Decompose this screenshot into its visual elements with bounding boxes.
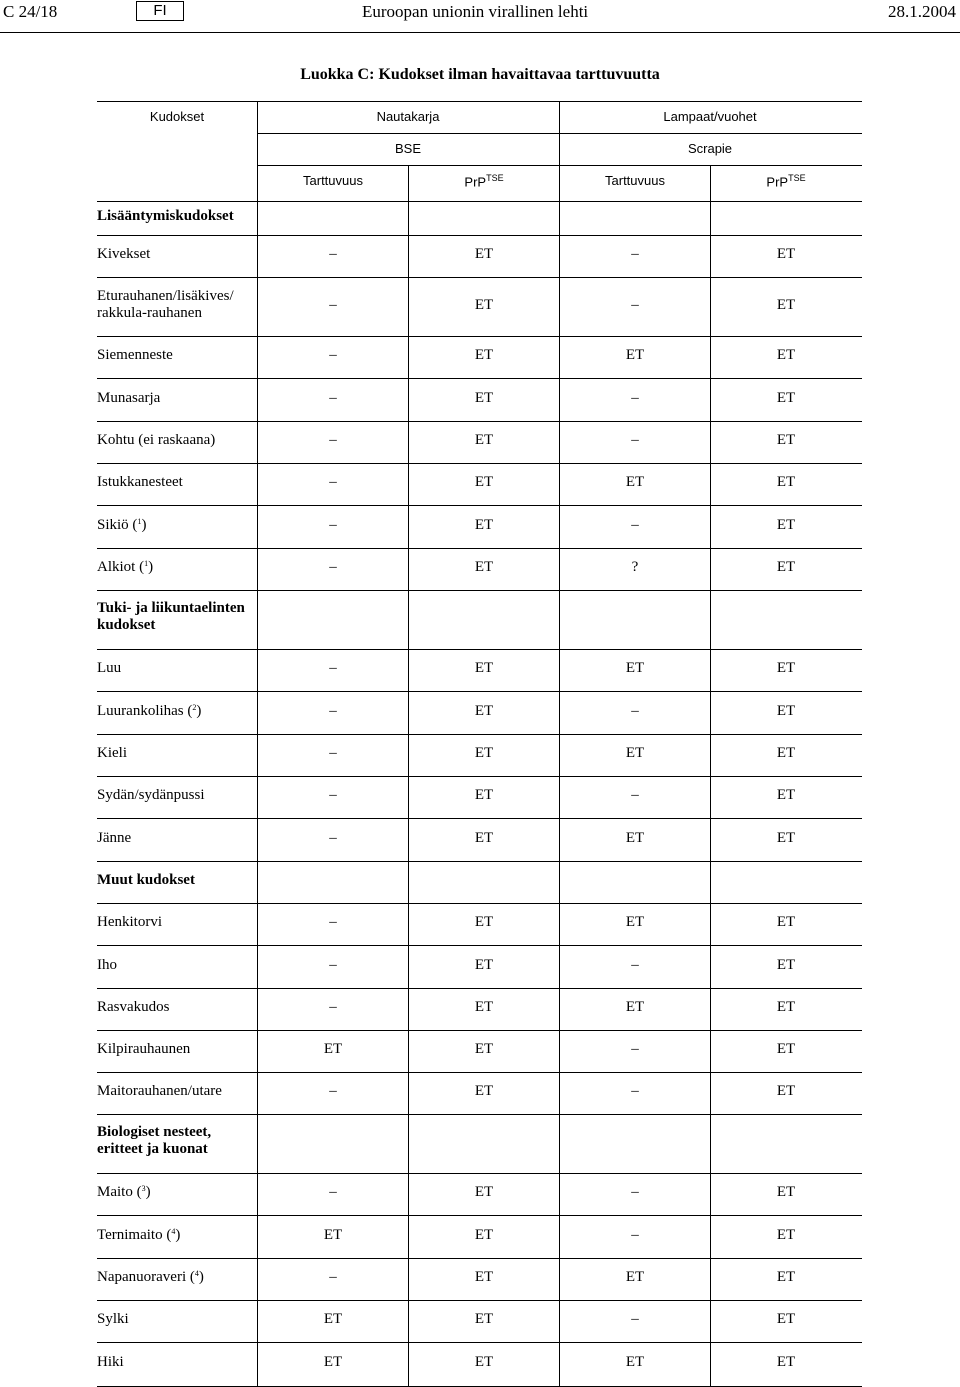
publication-date: 28.1.2004 bbox=[888, 2, 956, 21]
journal-name: Euroopan unionin virallinen lehti bbox=[362, 2, 589, 21]
tissue-label: Ternimaito ($^4$) bbox=[97, 1226, 181, 1243]
value-et: ET bbox=[474, 660, 494, 676]
tissue-label: Munasarja bbox=[97, 389, 161, 406]
value-et: ET bbox=[474, 347, 494, 363]
value-et: ET bbox=[776, 1311, 796, 1327]
row-rule bbox=[97, 1215, 862, 1216]
value-dash: – bbox=[631, 787, 639, 803]
tissue-label: Luurankolihas ($^2$) bbox=[97, 702, 202, 719]
value-unknown: ? bbox=[631, 559, 639, 575]
value-dash: – bbox=[329, 474, 337, 490]
value-et: ET bbox=[776, 389, 796, 406]
value-et: ET bbox=[474, 559, 494, 575]
value-dash: – bbox=[329, 296, 337, 313]
value-et: ET bbox=[776, 1269, 796, 1285]
row-rule bbox=[97, 1173, 862, 1174]
value-dash: – bbox=[329, 1184, 337, 1200]
column-header-bse: BSE bbox=[394, 141, 422, 156]
value-dash: – bbox=[329, 389, 337, 406]
value-dash: – bbox=[631, 516, 639, 533]
row-rule bbox=[97, 201, 862, 202]
tissue-label: Sydän/sydänpussi bbox=[97, 787, 205, 803]
row-rule bbox=[97, 861, 862, 862]
value-et: ET bbox=[776, 702, 796, 719]
tissue-label: Sylki bbox=[97, 1311, 129, 1327]
tissue-label: Eturauhanen/lisäkives/ bbox=[97, 287, 234, 304]
value-et: ET bbox=[474, 956, 494, 973]
value-et: ET bbox=[625, 347, 645, 363]
value-et: ET bbox=[776, 1226, 796, 1243]
row-rule bbox=[97, 235, 862, 236]
value-dash: – bbox=[329, 956, 337, 973]
tissue-label: Hiki bbox=[97, 1354, 124, 1370]
language-badge: FI bbox=[136, 1, 184, 21]
row-rule bbox=[97, 1258, 862, 1259]
value-et: ET bbox=[474, 516, 494, 533]
value-dash: – bbox=[329, 914, 337, 930]
tissue-label: Kieli bbox=[97, 745, 127, 761]
tissue-label: Kilpirauhaunen bbox=[97, 1041, 191, 1057]
value-et: ET bbox=[474, 999, 494, 1015]
value-dash: – bbox=[329, 660, 337, 676]
value-et: ET bbox=[776, 745, 796, 761]
value-et: ET bbox=[474, 702, 494, 719]
row-rule bbox=[97, 1300, 862, 1301]
value-et: ET bbox=[776, 914, 796, 930]
row-rule bbox=[97, 1072, 862, 1073]
value-et: ET bbox=[474, 432, 494, 448]
tissue-label: Rasvakudos bbox=[97, 999, 170, 1015]
value-dash: – bbox=[631, 1041, 639, 1057]
tissue-label: Iho bbox=[97, 956, 117, 973]
column-rule bbox=[710, 165, 711, 201]
row-rule bbox=[97, 1030, 862, 1031]
column-rule bbox=[408, 201, 409, 1386]
column-rule bbox=[257, 101, 258, 1386]
value-dash: – bbox=[329, 432, 337, 448]
column-header-infectivity-sheep: Tarttuvuus bbox=[605, 173, 665, 188]
value-et: ET bbox=[625, 999, 645, 1015]
value-et: ET bbox=[323, 1354, 343, 1370]
row-rule bbox=[97, 776, 862, 777]
value-et: ET bbox=[474, 1184, 494, 1200]
tissue-label: Maitorauhanen/utare bbox=[97, 1083, 222, 1099]
row-rule bbox=[97, 336, 862, 337]
tissue-label: Alkiot ($^1$) bbox=[97, 559, 154, 575]
value-dash: – bbox=[329, 702, 337, 719]
value-et: ET bbox=[776, 787, 796, 803]
tissue-label: Maito ($^3$) bbox=[97, 1184, 151, 1200]
value-et: ET bbox=[474, 474, 494, 490]
section-heading: Biologiset nesteet, bbox=[97, 1123, 212, 1140]
tissue-label: Napanuoraveri ($^4$) bbox=[97, 1269, 204, 1285]
value-et: ET bbox=[776, 432, 796, 448]
row-rule bbox=[97, 505, 862, 506]
value-dash: – bbox=[631, 1311, 639, 1327]
tissue-label: Kohtu (ei raskaana) bbox=[97, 432, 216, 448]
row-rule bbox=[97, 277, 862, 278]
row-rule bbox=[97, 649, 862, 650]
value-dash: – bbox=[329, 745, 337, 761]
value-et: ET bbox=[625, 1354, 645, 1370]
tissue-label: Luu bbox=[97, 660, 122, 676]
column-header-prp-cattle: PrP$^{TSE}$ bbox=[464, 173, 504, 190]
value-et: ET bbox=[474, 246, 494, 262]
section-heading: eritteet ja kuonat bbox=[97, 1140, 208, 1157]
tissue-label: Istukkanesteet bbox=[97, 474, 183, 490]
row-rule bbox=[97, 818, 862, 819]
value-dash: – bbox=[631, 702, 639, 719]
tissue-label: Henkitorvi bbox=[97, 914, 162, 930]
value-dash: – bbox=[329, 1269, 337, 1285]
value-et: ET bbox=[625, 474, 645, 490]
value-et: ET bbox=[474, 745, 494, 761]
value-dash: – bbox=[631, 1083, 639, 1099]
value-dash: – bbox=[329, 829, 337, 846]
row-rule bbox=[97, 378, 862, 379]
row-rule bbox=[97, 1342, 862, 1343]
value-et: ET bbox=[625, 829, 645, 846]
value-et: ET bbox=[474, 787, 494, 803]
value-et: ET bbox=[776, 296, 796, 313]
header-rule bbox=[0, 32, 960, 33]
row-rule bbox=[97, 590, 862, 591]
value-et: ET bbox=[776, 1041, 796, 1057]
value-et: ET bbox=[474, 1354, 494, 1370]
value-et: ET bbox=[474, 1311, 494, 1327]
tissue-label-continued: rakkula-rauhanen bbox=[97, 304, 202, 321]
value-dash: – bbox=[631, 246, 639, 262]
value-et: ET bbox=[776, 829, 796, 846]
value-et: ET bbox=[776, 956, 796, 973]
value-dash: – bbox=[329, 347, 337, 363]
row-rule bbox=[97, 734, 862, 735]
row-rule bbox=[97, 101, 862, 102]
value-et: ET bbox=[776, 999, 796, 1015]
value-et: ET bbox=[474, 914, 494, 930]
column-rule bbox=[559, 101, 560, 1386]
value-et: ET bbox=[323, 1041, 343, 1057]
tissue-label: Jänne bbox=[97, 829, 132, 846]
page-reference: C 24/18 bbox=[3, 2, 58, 21]
value-dash: – bbox=[631, 296, 639, 313]
column-header-sheep-goats: Lampaat/vuohet bbox=[663, 109, 757, 124]
column-header-infectivity-cattle: Tarttuvuus bbox=[303, 173, 363, 188]
column-header-prp-sheep: PrP$^{TSE}$ bbox=[766, 173, 806, 190]
value-et: ET bbox=[625, 660, 645, 676]
section-heading: kudokset bbox=[97, 616, 156, 633]
value-dash: – bbox=[631, 432, 639, 448]
value-et: ET bbox=[776, 559, 796, 575]
value-et: ET bbox=[625, 1269, 645, 1285]
value-et: ET bbox=[776, 516, 796, 533]
section-heading: Lisääntymiskudokset bbox=[97, 208, 234, 224]
value-et: ET bbox=[776, 246, 796, 262]
value-et: ET bbox=[776, 1184, 796, 1200]
value-dash: – bbox=[329, 999, 337, 1015]
value-dash: – bbox=[329, 1083, 337, 1099]
value-dash: – bbox=[329, 559, 337, 575]
value-et: ET bbox=[323, 1311, 343, 1327]
tissue-infectivity-table bbox=[97, 101, 862, 1386]
section-heading: Tuki- ja liikuntaelinten bbox=[97, 599, 245, 616]
value-et: ET bbox=[474, 1226, 494, 1243]
tissue-label: Kivekset bbox=[97, 246, 151, 262]
column-header-kudokset: Kudokset bbox=[149, 109, 205, 124]
value-et: ET bbox=[474, 296, 494, 313]
value-dash: – bbox=[631, 1226, 639, 1243]
row-rule bbox=[97, 903, 862, 904]
column-header-cattle: Nautakarja bbox=[376, 109, 440, 124]
value-et: ET bbox=[474, 829, 494, 846]
row-rule bbox=[97, 463, 862, 464]
tissue-label: Siemenneste bbox=[97, 347, 173, 363]
row-rule bbox=[97, 1114, 862, 1115]
value-dash: – bbox=[329, 516, 337, 533]
value-et: ET bbox=[474, 1041, 494, 1057]
column-header-scrapie: Scrapie bbox=[687, 141, 733, 156]
row-rule bbox=[97, 691, 862, 692]
column-rule bbox=[710, 201, 711, 1386]
row-rule bbox=[97, 988, 862, 989]
value-et: ET bbox=[474, 1083, 494, 1099]
value-et: ET bbox=[776, 1354, 796, 1370]
tissue-label: Sikiö ($^1$) bbox=[97, 516, 147, 533]
value-et: ET bbox=[323, 1226, 343, 1243]
value-et: ET bbox=[776, 1083, 796, 1099]
value-et: ET bbox=[474, 389, 494, 406]
page-header bbox=[0, 0, 960, 33]
row-rule bbox=[97, 548, 862, 549]
column-rule bbox=[408, 165, 409, 201]
value-et: ET bbox=[625, 745, 645, 761]
value-dash: – bbox=[329, 787, 337, 803]
row-rule bbox=[97, 421, 862, 422]
value-et: ET bbox=[474, 1269, 494, 1285]
section-heading: Muut kudokset bbox=[97, 872, 195, 888]
table-title: Luokka C: Kudokset ilman havaittavaa tarttuvuutta bbox=[300, 66, 660, 83]
value-et: ET bbox=[776, 347, 796, 363]
row-rule bbox=[97, 945, 862, 946]
value-dash: – bbox=[631, 956, 639, 973]
value-et: ET bbox=[625, 914, 645, 930]
value-et: ET bbox=[776, 660, 796, 676]
value-dash: – bbox=[329, 246, 337, 262]
value-et: ET bbox=[776, 474, 796, 490]
value-dash: – bbox=[631, 1184, 639, 1200]
value-dash: – bbox=[631, 389, 639, 406]
